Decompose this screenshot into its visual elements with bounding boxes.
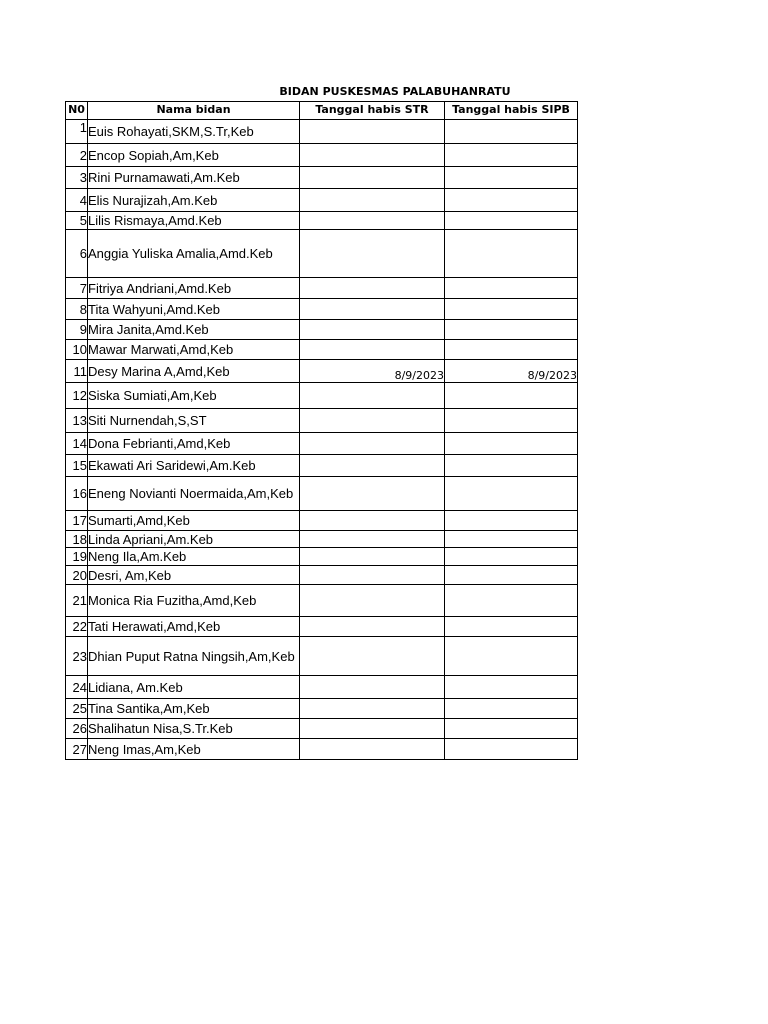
row-number-cell: 17 <box>66 511 88 531</box>
bidan-table <box>65 101 578 760</box>
name-cell: Anggia Yuliska Amalia,Amd.Keb <box>88 230 300 278</box>
header-sipb: Tanggal habis SIPB <box>445 102 578 120</box>
sipb-date-cell <box>445 585 578 617</box>
row-number-cell: 5 <box>66 212 88 230</box>
row-number-cell: 7 <box>66 278 88 299</box>
header-str: Tanggal habis STR <box>300 102 445 120</box>
table-row <box>66 278 578 299</box>
name-cell: Elis Nurajizah,Am.Keb <box>88 189 300 212</box>
row-number-cell: 21 <box>66 585 88 617</box>
sipb-date-cell <box>445 120 578 144</box>
name-cell: Neng Imas,Am,Keb <box>88 739 300 760</box>
str-date-cell <box>300 120 445 144</box>
sipb-date-cell <box>445 278 578 299</box>
sipb-date-cell <box>445 383 578 409</box>
sipb-date-cell <box>445 433 578 455</box>
sipb-date-cell <box>445 167 578 189</box>
sipb-date-cell <box>445 739 578 760</box>
str-date-cell <box>300 230 445 278</box>
table-row <box>66 511 578 531</box>
table-row <box>66 455 578 477</box>
row-number-cell: 26 <box>66 719 88 739</box>
str-date-cell <box>300 617 445 637</box>
sipb-date-cell <box>445 511 578 531</box>
sipb-date-cell <box>445 719 578 739</box>
row-number-cell: 27 <box>66 739 88 760</box>
sipb-date-cell <box>445 617 578 637</box>
sipb-date-cell <box>445 409 578 433</box>
name-cell: Mawar Marwati,Amd,Keb <box>88 340 300 360</box>
name-cell: Dona Febrianti,Amd,Keb <box>88 433 300 455</box>
sipb-date-cell <box>445 566 578 585</box>
sipb-date-cell <box>445 455 578 477</box>
table-row <box>66 230 578 278</box>
row-number-cell: 8 <box>66 299 88 320</box>
sipb-date-cell <box>445 548 578 566</box>
row-number-cell: 15 <box>66 455 88 477</box>
name-cell: Desy Marina A,Amd,Keb <box>88 360 300 383</box>
name-cell: Siska Sumiati,Am,Keb <box>88 383 300 409</box>
name-cell: Lilis Rismaya,Amd.Keb <box>88 212 300 230</box>
row-number-cell: 4 <box>66 189 88 212</box>
sipb-date-cell <box>445 676 578 699</box>
table-row <box>66 409 578 433</box>
table-row <box>66 719 578 739</box>
row-number-cell: 11 <box>66 360 88 383</box>
table-row <box>66 433 578 455</box>
name-cell: Siti Nurnendah,S,ST <box>88 409 300 433</box>
table-row <box>66 739 578 760</box>
str-date-cell <box>300 548 445 566</box>
page-title: BIDAN PUSKESMAS PALABUHANRATU <box>279 85 511 98</box>
table-row <box>66 531 578 548</box>
name-cell: Sumarti,Amd,Keb <box>88 511 300 531</box>
table-row <box>66 699 578 719</box>
row-number-cell: 22 <box>66 617 88 637</box>
str-date-cell <box>300 383 445 409</box>
row-number-cell: 9 <box>66 320 88 340</box>
table-row <box>66 299 578 320</box>
str-date-cell <box>300 531 445 548</box>
sipb-date-cell <box>445 531 578 548</box>
table-row <box>66 548 578 566</box>
sipb-date-cell <box>445 212 578 230</box>
sipb-date-cell <box>445 299 578 320</box>
str-date-cell <box>300 566 445 585</box>
header-no: N0 <box>66 102 88 120</box>
str-date-cell <box>300 637 445 676</box>
str-date-cell <box>300 511 445 531</box>
str-date-cell: 8/9/2023 <box>300 360 445 383</box>
str-date-cell <box>300 699 445 719</box>
str-date-cell <box>300 320 445 340</box>
name-cell: Shalihatun Nisa,S.Tr.Keb <box>88 719 300 739</box>
row-number-cell: 19 <box>66 548 88 566</box>
name-cell: Mira Janita,Amd.Keb <box>88 320 300 340</box>
table-row <box>66 676 578 699</box>
row-number-cell: 3 <box>66 167 88 189</box>
str-date-cell <box>300 299 445 320</box>
row-number-cell: 2 <box>66 144 88 167</box>
table-row <box>66 167 578 189</box>
row-number-cell: 1 <box>66 120 88 144</box>
str-date-cell <box>300 433 445 455</box>
name-cell: Tita Wahyuni,Amd.Keb <box>88 299 300 320</box>
header-row <box>66 102 578 120</box>
table-row <box>66 383 578 409</box>
name-cell: Fitriya Andriani,Amd.Keb <box>88 278 300 299</box>
row-number-cell: 23 <box>66 637 88 676</box>
row-number-cell: 20 <box>66 566 88 585</box>
name-cell: Tati Herawati,Amd,Keb <box>88 617 300 637</box>
name-cell: Euis Rohayati,SKM,S.Tr,Keb <box>88 120 300 144</box>
table-row <box>66 637 578 676</box>
str-date-cell <box>300 212 445 230</box>
sipb-date-cell <box>445 477 578 511</box>
name-cell: Desri, Am,Keb <box>88 566 300 585</box>
name-cell: Eneng Novianti Noermaida,Am,Keb <box>88 477 300 511</box>
row-number-cell: 18 <box>66 531 88 548</box>
table-row <box>66 477 578 511</box>
str-date-cell <box>300 167 445 189</box>
sipb-date-cell: 8/9/2023 <box>445 360 578 383</box>
name-cell: Linda Apriani,Am.Keb <box>88 531 300 548</box>
table-row <box>66 320 578 340</box>
table-row <box>66 585 578 617</box>
str-date-cell <box>300 477 445 511</box>
sipb-date-cell <box>445 230 578 278</box>
name-cell: Encop Sopiah,Am,Keb <box>88 144 300 167</box>
row-number-cell: 6 <box>66 230 88 278</box>
str-date-cell <box>300 409 445 433</box>
str-date-cell <box>300 455 445 477</box>
name-cell: Ekawati Ari Saridewi,Am.Keb <box>88 455 300 477</box>
name-cell: Rini Purnamawati,Am.Keb <box>88 167 300 189</box>
table-row <box>66 617 578 637</box>
table-row <box>66 144 578 167</box>
str-date-cell <box>300 278 445 299</box>
str-date-cell <box>300 739 445 760</box>
row-number-cell: 25 <box>66 699 88 719</box>
sipb-date-cell <box>445 699 578 719</box>
str-date-cell <box>300 719 445 739</box>
str-date-cell <box>300 676 445 699</box>
row-number-cell: 24 <box>66 676 88 699</box>
row-number-cell: 12 <box>66 383 88 409</box>
header-name: Nama bidan <box>88 102 300 120</box>
table-row <box>66 566 578 585</box>
sipb-date-cell <box>445 340 578 360</box>
table-row <box>66 189 578 212</box>
sipb-date-cell <box>445 637 578 676</box>
sipb-date-cell <box>445 320 578 340</box>
row-number-cell: 16 <box>66 477 88 511</box>
name-cell: Monica Ria Fuzitha,Amd,Keb <box>88 585 300 617</box>
table-row <box>66 212 578 230</box>
str-date-cell <box>300 189 445 212</box>
table-row <box>66 120 578 144</box>
table-row <box>66 360 578 383</box>
table-row <box>66 340 578 360</box>
name-cell: Neng Ila,Am.Keb <box>88 548 300 566</box>
str-date-cell <box>300 585 445 617</box>
row-number-cell: 13 <box>66 409 88 433</box>
name-cell: Tina Santika,Am,Keb <box>88 699 300 719</box>
str-date-cell <box>300 144 445 167</box>
sipb-date-cell <box>445 189 578 212</box>
name-cell: Dhian Puput Ratna Ningsih,Am,Keb <box>88 637 300 676</box>
str-date-cell <box>300 340 445 360</box>
row-number-cell: 14 <box>66 433 88 455</box>
name-cell: Lidiana, Am.Keb <box>88 676 300 699</box>
sipb-date-cell <box>445 144 578 167</box>
row-number-cell: 10 <box>66 340 88 360</box>
